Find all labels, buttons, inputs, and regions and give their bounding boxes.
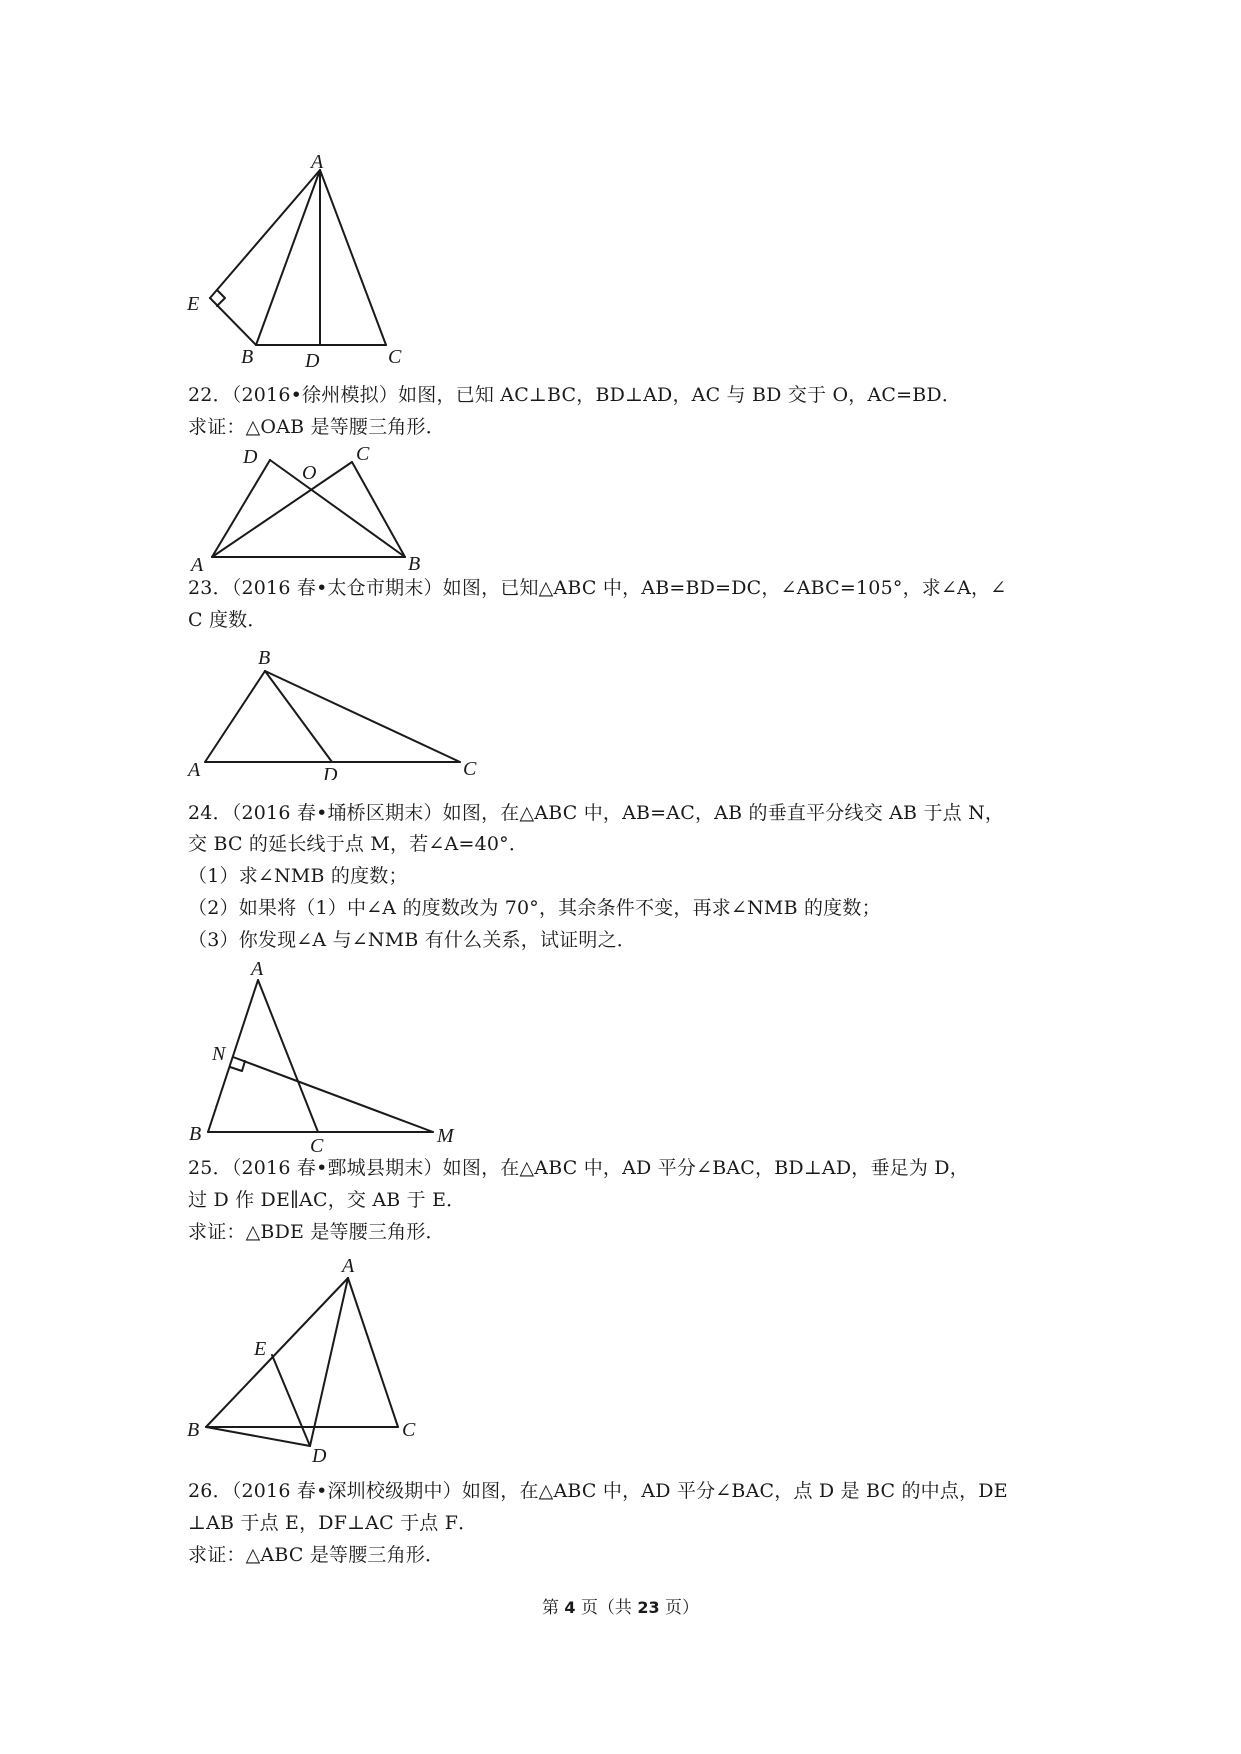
problem-24-question-2: （2）如果将（1）中∠A 的度数改为 70°，其余条件不变，再求∠NMB 的度数； <box>188 897 881 919</box>
segment-AC <box>320 170 386 345</box>
label-B: B <box>258 647 271 669</box>
problem-25-line-2: 过 D 作 DE∥AC，交 AB 于 E． <box>188 1189 466 1211</box>
segment-AC <box>212 462 352 557</box>
problem-22-line-2: 求证：△OAB 是等腰三角形． <box>188 416 445 438</box>
label-E: E <box>187 293 200 315</box>
problem-24-question-3: （3）你发现∠A 与∠NMB 有什么关系，试证明之． <box>188 929 636 951</box>
segment-AD <box>212 460 270 557</box>
right-angle-mark-N <box>230 1061 245 1071</box>
segment-AB <box>206 1278 348 1427</box>
label-B: B <box>189 1123 202 1145</box>
problem-24-line-1: 24．（2016 春•埇桥区期末）如图，在△ABC 中，AB=AC，AB 的垂直平分线交 AB 于点 N， <box>188 802 1005 824</box>
label-A: A <box>191 554 204 576</box>
figure-23-triangle <box>180 640 480 780</box>
segment-AE <box>210 170 320 298</box>
label-C: C <box>463 758 477 780</box>
label-A: A <box>342 1255 355 1277</box>
label-A: A <box>311 151 324 173</box>
problem-22-line-1: 22．（2016•徐州模拟）如图，已知 AC⊥BC，BD⊥AD，AC 与 BD 交于 O，AC=BD． <box>188 384 962 406</box>
label-D: D <box>305 350 320 372</box>
problem-25-line-3: 求证：△BDE 是等腰三角形． <box>188 1221 445 1243</box>
label-C: C <box>402 1419 416 1441</box>
label-M: M <box>437 1125 454 1147</box>
segment-BD <box>265 671 332 762</box>
segment-AC <box>258 980 318 1132</box>
label-A: A <box>188 759 201 780</box>
figure-21-triangle <box>180 148 420 378</box>
label-B: B <box>241 346 254 368</box>
segment-BC <box>265 671 460 762</box>
label-E: E <box>254 1338 267 1360</box>
problem-26-line-3: 求证：△ABC 是等腰三角形． <box>188 1544 445 1566</box>
label-B: B <box>187 1419 200 1441</box>
footer-page-number: 4 <box>564 1598 576 1617</box>
label-N: N <box>212 1043 226 1065</box>
segment-AB <box>256 170 320 345</box>
footer-prefix: 第 <box>541 1598 559 1618</box>
segment-BD <box>206 1427 310 1446</box>
problem-23-line-2: C 度数． <box>188 609 267 631</box>
label-B: B <box>408 553 421 575</box>
segment-BC <box>352 462 405 557</box>
segment-BD <box>270 460 405 557</box>
segment-ED <box>272 1355 310 1446</box>
footer-total-pages: 23 <box>637 1598 660 1617</box>
segment-AB <box>205 671 265 762</box>
label-D: D <box>312 1445 327 1465</box>
problem-26-line-1: 26．（2016 春•深圳校级期中）如图，在△ABC 中，AD 平分∠BAC，点 D 是 BC 的中点，DE <box>188 1480 1008 1502</box>
problem-23-line-1: 23．（2016 春•太仓市期末）如图，已知△ABC 中，AB=BD=DC，∠ABC=105°，求∠A，∠ <box>188 577 1007 599</box>
problem-24-line-2: 交 BC 的延长线于点 M，若∠A=40°． <box>188 833 529 855</box>
footer-suffix: 页） <box>665 1598 700 1618</box>
right-angle-mark-E <box>217 290 225 306</box>
label-C: C <box>310 1135 324 1155</box>
footer-middle: 页（共 <box>580 1598 632 1618</box>
page-footer <box>0 1593 1241 1618</box>
figure-24-triangle <box>180 955 470 1155</box>
segment-AD <box>310 1278 348 1446</box>
segment-AC <box>348 1278 398 1427</box>
label-C: C <box>388 346 402 368</box>
label-D: D <box>323 764 338 780</box>
figure-25-triangle <box>180 1255 440 1465</box>
label-C: C <box>356 443 370 465</box>
label-O: O <box>302 462 317 484</box>
label-A: A <box>251 958 264 980</box>
segment-NM <box>233 1057 433 1132</box>
figure-22-crossing <box>180 438 440 576</box>
problem-26-line-2: ⊥AB 于点 E，DF⊥AC 于点 F． <box>188 1512 478 1534</box>
problem-24-question-1: （1）求∠NMB 的度数； <box>188 865 408 887</box>
problem-25-line-1: 25．（2016 春•鄄城县期末）如图，在△ABC 中，AD 平分∠BAC，BD⊥AD，垂足为 D， <box>188 1157 969 1179</box>
label-D: D <box>243 446 258 468</box>
